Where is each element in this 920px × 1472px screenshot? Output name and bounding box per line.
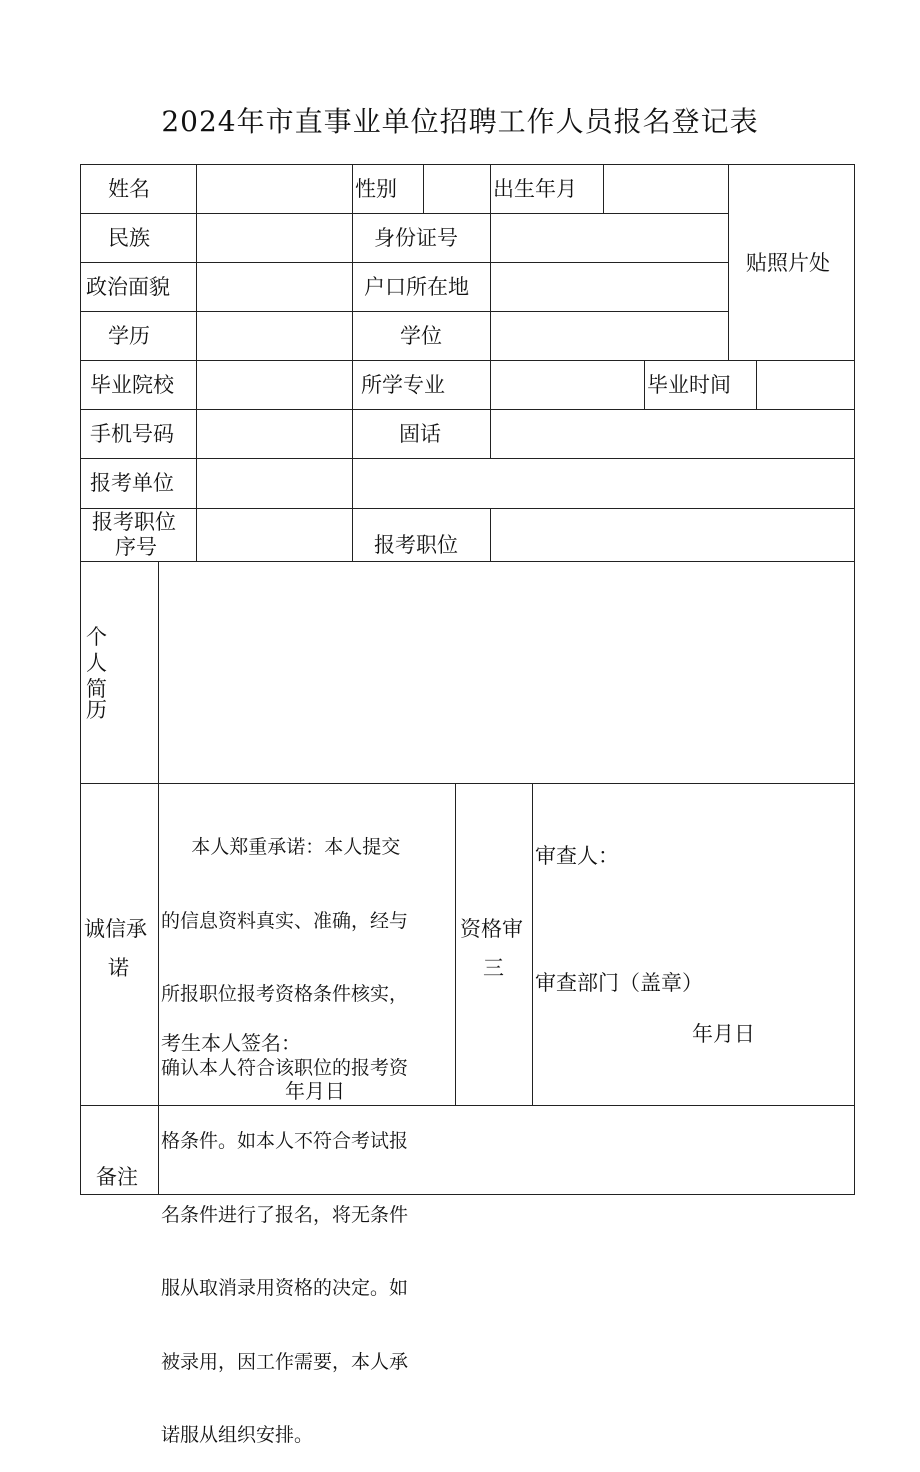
label-unit: 报考单位 [90, 471, 174, 495]
label-integrity-line1: 诚信承 [84, 917, 147, 941]
review-dept-label: 审查部门（盖章） [535, 971, 703, 995]
label-gender: 性别 [355, 177, 397, 201]
label-resume-1: 个 [86, 625, 107, 649]
page-title: 2024年市直事业单位招聘工作人员报名登记表 [161, 105, 759, 138]
table-line [423, 164, 424, 213]
label-id-number: 身份证号 [374, 226, 458, 250]
label-school: 毕业院校 [90, 373, 174, 397]
label-ethnicity: 民族 [108, 226, 150, 250]
review-date-label: 年月日 [692, 1022, 755, 1046]
promise-line: 本人郑重承诺：本人提交 [161, 836, 401, 858]
table-line [490, 508, 491, 561]
table-line [455, 783, 456, 1105]
label-political: 政治面貌 [86, 275, 170, 299]
label-resume-2: 人 [86, 651, 107, 675]
label-position-no-line1: 报考职位 [92, 510, 176, 534]
label-major: 所学专业 [361, 373, 445, 397]
table-line [854, 164, 855, 1195]
label-position-no-line2: 序号 [115, 535, 157, 559]
promise-text [161, 786, 453, 1472]
label-mobile: 手机号码 [90, 422, 174, 446]
table-line [756, 360, 757, 409]
table-line [80, 262, 729, 263]
promise-line: 所报职位报考资格条件核实， [161, 983, 409, 1005]
label-degree: 学位 [400, 324, 442, 348]
label-name: 姓名 [108, 177, 150, 201]
table-line [80, 311, 729, 312]
label-position: 报考职位 [374, 533, 458, 557]
label-remarks: 备注 [96, 1165, 138, 1189]
label-photo: 贴照片处 [746, 251, 830, 275]
table-line [490, 164, 491, 459]
table-line [80, 213, 729, 214]
label-qualification-line1: 资格审 [460, 917, 523, 941]
candidate-date-label: 年月日 [285, 1079, 345, 1103]
table-line [352, 164, 353, 561]
table-line [532, 783, 533, 1105]
promise-line: 名条件进行了报名，将无条件 [161, 1203, 409, 1226]
table-line [80, 561, 855, 562]
promise-line: 确认本人符合该职位的报考资 [161, 1056, 409, 1079]
reviewer-label: 审查人： [535, 844, 619, 868]
promise-line: 的信息资料真实、准确，经与 [161, 909, 409, 932]
promise-line: 格条件。如本人不符合考试报 [161, 1130, 409, 1152]
promise-line: 诺服从组织安排。 [161, 1424, 314, 1446]
label-resume-3: 简 [86, 677, 107, 701]
table-line [644, 360, 645, 409]
label-landline: 固话 [399, 422, 441, 446]
label-education: 学历 [108, 324, 150, 348]
label-hukou: 户口所在地 [364, 275, 469, 299]
table-line [196, 164, 197, 561]
table-line [80, 783, 855, 784]
promise-line: 被录用，因工作需要，本人承 [161, 1350, 409, 1373]
label-resume-4: 历 [86, 698, 107, 722]
promise-line: 服从取消录用资格的决定。如 [161, 1277, 409, 1299]
table-line [728, 164, 729, 360]
table-line [80, 164, 81, 1195]
table-line [158, 561, 159, 1195]
table-line [603, 164, 604, 213]
label-grad-time: 毕业时间 [647, 373, 731, 397]
label-birth: 出生年月 [493, 177, 577, 201]
label-qualification-line2: 三 [483, 956, 504, 980]
candidate-signature-label: 考生本人签名： [161, 1031, 301, 1055]
label-integrity-line2: 诺 [108, 956, 129, 980]
